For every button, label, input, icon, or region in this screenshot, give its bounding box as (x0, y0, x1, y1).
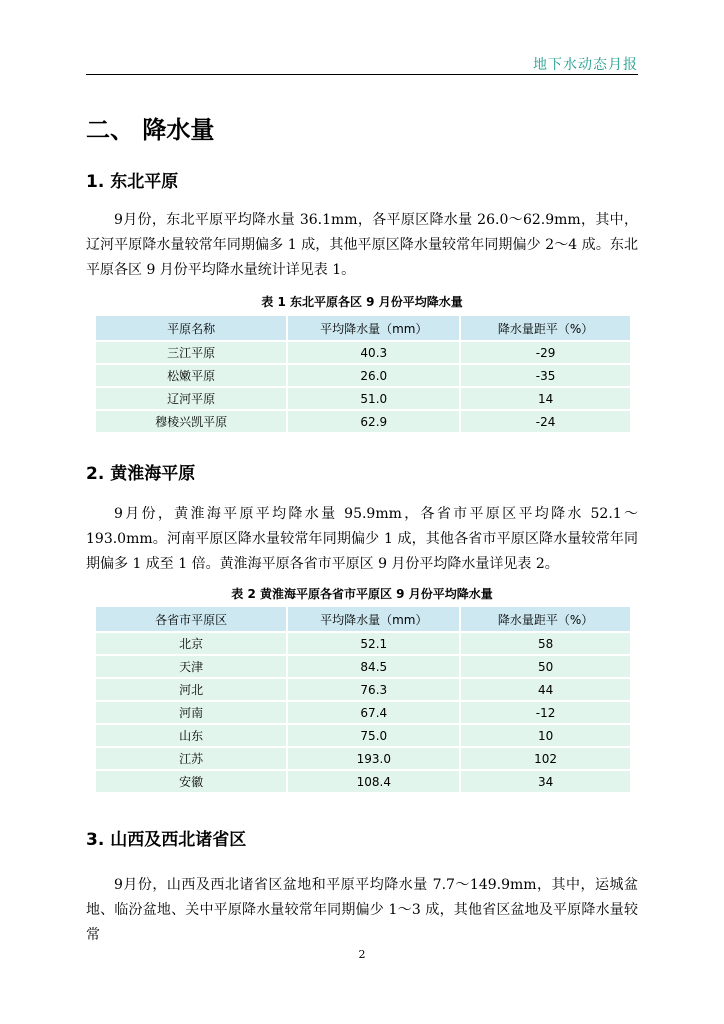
table-row (96, 724, 630, 747)
table-cell: 江苏 (96, 747, 287, 770)
header-divider (86, 74, 638, 75)
column-header: 各省市平原区 (96, 607, 287, 632)
table1-caption: 表 1 东北平原各区 9 月份平均降水量 (261, 295, 463, 309)
table-row (96, 410, 630, 433)
table-row (96, 678, 630, 701)
table-cell: 40.3 (287, 341, 460, 364)
table-row (96, 387, 630, 410)
table-cell: 河北 (96, 678, 287, 701)
table2-caption: 表 2 黄淮海平原各省市平原区 9 月份平均降水量 (231, 587, 493, 601)
page-number: 2 (358, 948, 366, 961)
column-header: 平均降水量（mm） (287, 316, 460, 341)
table-row (96, 770, 630, 793)
table-cell: 北京 (96, 632, 287, 655)
table-cell: 10 (460, 724, 630, 747)
table-cell: 26.0 (287, 364, 460, 387)
table-cell: 34 (460, 770, 630, 793)
subsection-title-shanxi-northwest: 3. 山西及西北诸省区 (86, 830, 247, 850)
column-header: 平均降水量（mm） (287, 607, 460, 632)
paragraph-northeast: 9月份，东北平原平均降水量 36.1mm，各平原区降水量 26.0～62.9mm，其中，辽河平原降水量较常年同期偏多 1 成，其他平原区降水量较常年同期偏少 2～4 成。东北平原各区 9 月份平均降水量统计详见表 1。 (86, 212, 638, 278)
table-cell: 辽河平原 (96, 387, 287, 410)
table-cell: 51.0 (287, 387, 460, 410)
table-cell: 44 (460, 678, 630, 701)
table-cell: 58 (460, 632, 630, 655)
table-cell: 50 (460, 655, 630, 678)
table-cell: 松嫩平原 (96, 364, 287, 387)
table-huanghuaihai (96, 607, 630, 794)
table-cell: 108.4 (287, 770, 460, 793)
table-cell: 三江平原 (96, 341, 287, 364)
column-header: 降水量距平（%） (460, 316, 630, 341)
section-title: 二、 降水量 (86, 116, 215, 144)
table-cell: 14 (460, 387, 630, 410)
table-cell: 52.1 (287, 632, 460, 655)
table-cell: 天津 (96, 655, 287, 678)
subsection-title-huanghuaihai: 2. 黄淮海平原 (86, 464, 196, 484)
table-row (96, 364, 630, 387)
subsection-title-northeast: 1. 东北平原 (86, 172, 179, 192)
table-cell: -35 (460, 364, 630, 387)
table-cell: -29 (460, 341, 630, 364)
table-cell: 河南 (96, 701, 287, 724)
table-cell: 67.4 (287, 701, 460, 724)
table-cell: 102 (460, 747, 630, 770)
paragraph-huanghuaihai: 9月份，黄淮海平原平均降水量 95.9mm，各省市平原区平均降水 52.1～193.0mm。河南平原区降水量较常年同期偏少 1 成，其他各省市平原区降水量较常年同期偏多 1 成至 1 倍。黄淮海平原各省市平原区 9 月份平均降水量详见表 2。 (86, 506, 638, 572)
paragraph-shanxi-northwest: 9月份，山西及西北诸省区盆地和平原平均降水量 7.7～149.9mm，其中，运城盆地、临汾盆地、关中平原降水量较常年同期偏少 1～3 成，其他省区盆地及平原降水量较常 (86, 877, 638, 943)
table-row (96, 655, 630, 678)
table-cell: 84.5 (287, 655, 460, 678)
header-title: 地下水动态月报 (533, 57, 638, 73)
table-cell: 193.0 (287, 747, 460, 770)
table-cell: -12 (460, 701, 630, 724)
column-header: 平原名称 (96, 316, 287, 341)
table-row (96, 747, 630, 770)
table-header-row (96, 316, 630, 341)
table-cell: 穆棱兴凯平原 (96, 410, 287, 433)
table-cell: 62.9 (287, 410, 460, 433)
table-northeast (96, 316, 630, 434)
column-header: 降水量距平（%） (460, 607, 630, 632)
table-cell: 安徽 (96, 770, 287, 793)
table-cell: 75.0 (287, 724, 460, 747)
table-header-row (96, 607, 630, 632)
table-row (96, 701, 630, 724)
table-cell: 山东 (96, 724, 287, 747)
table-row (96, 632, 630, 655)
table-cell: -24 (460, 410, 630, 433)
table-cell: 76.3 (287, 678, 460, 701)
table-row (96, 341, 630, 364)
